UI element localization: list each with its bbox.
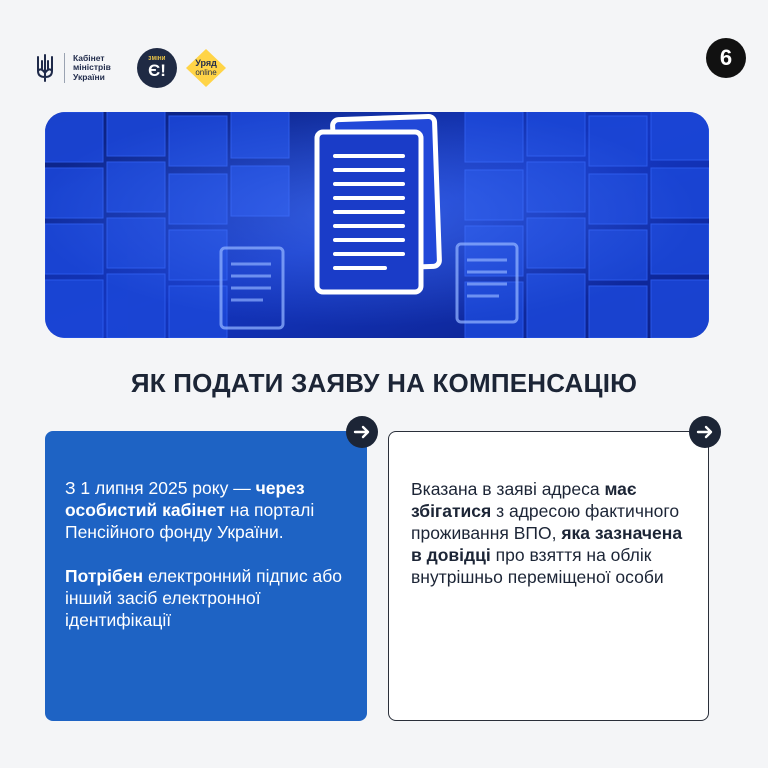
info-card-left xyxy=(45,431,367,721)
zminy-badge-big: Є! xyxy=(148,61,166,80)
left-p2-bold: Потрібен xyxy=(65,566,144,586)
page-number: 6 xyxy=(706,38,746,78)
right-text-1: Вказана в заяві адреса xyxy=(411,479,605,499)
uryad-online-badge xyxy=(185,48,227,88)
arrow-right-icon xyxy=(346,416,378,448)
zminy-badge-small: ЗМІНИ xyxy=(148,56,166,62)
arrow-right-icon xyxy=(689,416,721,448)
page-title: ЯК ПОДАТИ ЗАЯВУ НА КОМПЕНСАЦІЮ xyxy=(130,368,638,398)
left-card-paragraph-1 xyxy=(65,477,347,543)
info-card-right xyxy=(388,431,709,721)
zminy-badge xyxy=(137,48,177,88)
right-bold-2: яка зазначена в довідці xyxy=(411,523,683,565)
header-logos xyxy=(34,46,227,90)
left-card-paragraph-2 xyxy=(65,565,347,631)
left-p1-text-2: на порталі Пенсійного фонду України. xyxy=(65,500,315,542)
right-bold-1: має збігатися xyxy=(411,479,637,521)
hero-banner xyxy=(45,112,709,338)
header-divider xyxy=(64,53,65,83)
uryad-online-line2: online xyxy=(195,68,217,77)
cmu-name: Кабінет міністрів України xyxy=(73,52,111,82)
trident-icon xyxy=(34,53,56,83)
documents-illustration xyxy=(45,112,709,338)
right-card-paragraph xyxy=(411,478,688,588)
uryad-online-line1: Уряд xyxy=(195,58,217,68)
left-p1-bold: через особистий кабінет xyxy=(65,478,305,520)
left-p2-text: електронний підпис або інший засіб електронної ідентифікації xyxy=(65,566,343,630)
right-text-2: з адресою фактичного проживання ВПО, xyxy=(411,501,680,543)
left-p1-text-1: З 1 липня 2025 року — xyxy=(65,478,256,498)
right-text-3: про взяття на облік внутрішньо переміщеної особи xyxy=(411,545,664,587)
